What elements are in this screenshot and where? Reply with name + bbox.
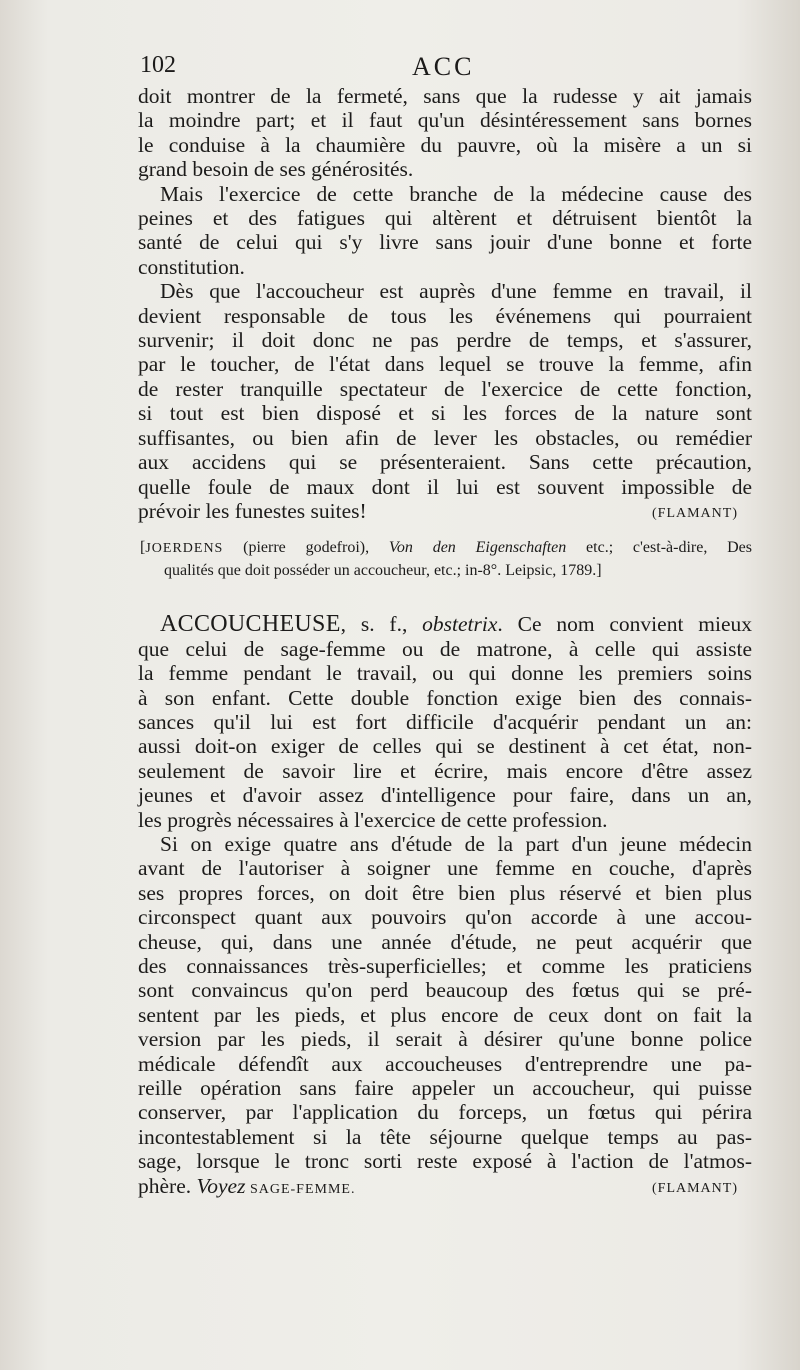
paragraph-1 (138, 84, 752, 182)
text-line: à son enfant. Cette double fonction exige bien des connais- (138, 685, 752, 710)
entry-head-rest: . Ce nom convient mieux (497, 612, 752, 637)
text-line: la moindre part; et il faut qu'un désintéressement sans bornes (138, 108, 752, 133)
biblio-author-rest: (pierre godefroi), (243, 539, 389, 557)
text-line: Si on exige quatre ans d'étude de la part d'un jeune médecin (160, 831, 752, 856)
text-line: des connaissances très-superficielles; et comme les praticiens (138, 954, 752, 978)
biblio-rest: etc.; c'est-à-dire, Des (566, 539, 753, 557)
text-line-last (138, 1174, 752, 1202)
author-signature: (FLAMANT) (652, 1180, 738, 1196)
text-line: si tout est bien disposé et si les forces de la nature sont (138, 401, 752, 426)
text-line: grand besoin de ses générosités. (138, 157, 414, 182)
text-line: quelle foule de maux dont il lui est souvent impossible de (138, 474, 752, 499)
text-line: jeunes et d'avoir assez d'intelligence pour faire, dans un an, (138, 783, 752, 808)
text-line: incontestablement si la tête séjourne quelque temps au pas- (138, 1124, 752, 1149)
biblio-title: Von den Eigenschaften (388, 539, 567, 557)
page-number: 102 (140, 52, 176, 78)
entry-accoucheuse (138, 612, 752, 1202)
text-line-content: prévoir les funestes suites! (138, 498, 367, 523)
text-line: Mais l'exercice de cette branche de la médecine cause des (160, 181, 752, 206)
text-line: survenir; il doit donc ne pas perdre de temps, et s'assurer, (138, 328, 752, 353)
biblio-line: qualités que doit posséder un accoucheur, etc.; in-8°. Leipsic, 1789.] (164, 562, 602, 580)
text-line: de rester tranquille spectateur de l'exercice de cette fonction, (138, 376, 752, 401)
text-line: constitution. (138, 254, 245, 279)
text-line: aussi doit-on exiger de celles qui se destinent à cet état, non- (138, 734, 752, 759)
text-line: reille opération sans faire appeler un accoucheur, qui puisse (138, 1076, 752, 1101)
author-signature: (FLAMANT) (652, 505, 738, 521)
text-line: avant de l'autoriser à soigner une femme en couche, d'après (138, 856, 752, 881)
text-line: sont convaincus qu'on perd beaucoup des fœtus qui se pré- (138, 978, 752, 1003)
text-line: la femme pendant le travail, ou qui donne les premiers soins (138, 661, 752, 686)
running-head: ACC (412, 52, 475, 81)
text-line: Dès que l'accoucheur est auprès d'une femme en travail, il (160, 279, 752, 304)
text-line: sances qu'il lui est fort difficile d'acquérir pendant un an: (138, 709, 752, 734)
text-line: suffisantes, ou bien afin de lever les obstacles, ou remédier (138, 425, 752, 450)
entry-grammar: , s. f., (340, 612, 423, 637)
entry-latin: obstetrix (422, 612, 498, 637)
text-line: circonspect quant aux pouvoirs qu'on accorde à une accou- (138, 905, 752, 930)
page-header (140, 52, 750, 82)
voyez-label: Voyez (196, 1173, 246, 1198)
spacer (138, 582, 752, 612)
text-line-last (138, 499, 752, 523)
text-line: devient responsable de tous les événemens qui pourraient (138, 303, 752, 328)
biblio-line: [JOERDENS (pierre godefroi), Von den Eigenschaften etc.; c'est-à-dire, Des (140, 539, 753, 557)
text-line: version par les pieds, il serait à désirer qu'une bonne police (138, 1027, 752, 1052)
text-line: le conduise à la chaumière du pauvre, où la misère a un si (138, 132, 752, 157)
text-line: conserver, par l'application du forceps, un fœtus qui périra (138, 1100, 752, 1125)
text-line: seulement de savoir lire et écrire, mais encore d'être assez (138, 758, 752, 783)
text-line: ses propres forces, on doit être bien plus réservé et bien plus (138, 880, 752, 905)
text-line: sentent par les pieds, et plus encore de ceux dont on fait la (138, 1002, 752, 1027)
text-line: sage, lorsque le tronc sorti reste exposé à l'action de l'atmos- (138, 1149, 752, 1174)
page-body (138, 84, 752, 1202)
text-line-content: phère. (138, 1173, 197, 1198)
bibliography-note (140, 537, 752, 582)
text-line: les progrès nécessaires à l'exercice de cette profession. (138, 807, 608, 832)
entry-headword: ACCOUCHEUSE (160, 611, 341, 638)
paragraph-3 (138, 279, 752, 523)
text-line: cheuse, qui, dans une année d'étude, ne peut acquérir que (138, 929, 752, 954)
text-line: peines et des fatigues qui altèrent et détruisent bientôt la (138, 206, 752, 231)
paragraph-2 (138, 182, 752, 280)
text-line: par le toucher, de l'état dans lequel se trouve la femme, afin (138, 352, 752, 377)
cross-reference-link: SAGE-FEMME. (245, 1181, 356, 1197)
text-line: santé de celui qui s'y livre sans jouir d'une bonne et forte (138, 230, 752, 255)
text-line: doit montrer de la fermeté, sans que la rudesse y ait jamais (138, 84, 752, 108)
text-line: que celui de sage-femme ou de matrone, à celle qui assiste (138, 636, 752, 661)
text-line: aux accidens qui se présenteraient. Sans cette précaution, (138, 450, 752, 475)
text-line: médicale défendît aux accoucheuses d'entreprendre une pa- (138, 1051, 752, 1076)
entry-head-line (138, 612, 752, 636)
biblio-author: JOERDENS (145, 541, 224, 557)
